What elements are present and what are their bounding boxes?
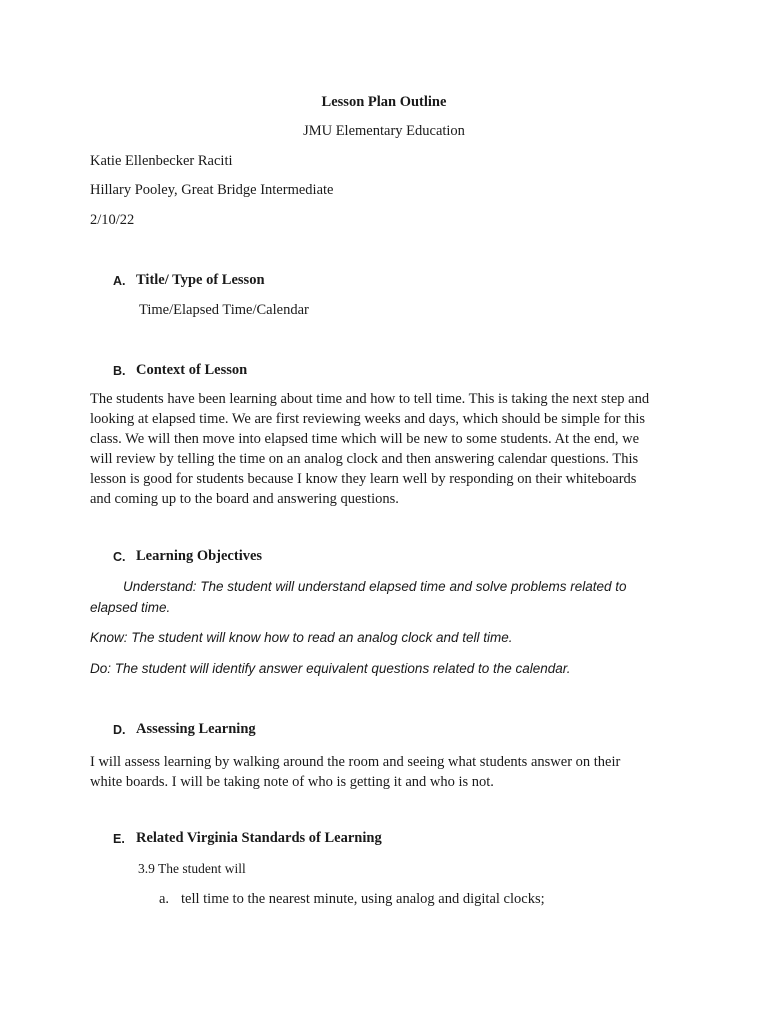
section-d-heading: Assessing Learning [136, 721, 256, 737]
mentor-school: Hillary Pooley, Great Bridge Intermediate [90, 182, 334, 198]
section-b-letter: B. [113, 364, 126, 378]
paragraph-line: I will assess learning by walking around the room and seeing what students answer on their [90, 754, 621, 770]
section-c-heading: Learning Objectives [136, 548, 263, 564]
paragraph-line: class. We will then move into elapsed time which will be new to some students. At the end, we [90, 431, 640, 447]
document-title: Lesson Plan Outline [321, 94, 447, 110]
paragraph-line: looking at elapsed time. We are first reviewing weeks and days, which should be simple for this [90, 411, 646, 427]
paragraph-line: white boards. I will be taking note of who is getting it and who is not. [90, 774, 494, 790]
paragraph-line: The students have been learning about time and how to tell time. This is taking the next step and [90, 391, 650, 407]
section-e-heading: Related Virginia Standards of Learning [136, 830, 382, 846]
section-d-paragraph [90, 752, 680, 792]
section-d-letter: D. [113, 723, 126, 737]
objective-know: Know: The student will know how to read an analog clock and tell time. [90, 630, 513, 645]
section-c-letter: C. [113, 550, 126, 564]
author-name: Katie Ellenbecker Raciti [90, 153, 233, 169]
section-a-body: Time/Elapsed Time/Calendar [139, 302, 309, 318]
lesson-date: 2/10/22 [90, 212, 135, 228]
section-e-letter: E. [113, 832, 125, 846]
section-a-heading: Title/ Type of Lesson [136, 272, 265, 288]
standard-item-letter: a. [159, 891, 170, 907]
section-b-heading: Context of Lesson [136, 362, 248, 378]
paragraph-line: will review by telling the time on an analog clock and then answering calendar questions. This [90, 451, 639, 467]
standard-number: 3.9 The student will [138, 861, 246, 876]
section-a-letter: A. [113, 274, 126, 288]
paragraph-line: and coming up to the board and answering questions. [90, 491, 399, 507]
program-name: JMU Elementary Education [303, 123, 465, 139]
section-b-paragraph [90, 389, 680, 509]
objective-understand: Understand: The student will understand elapsed time and solve problems related to [123, 579, 627, 594]
objective-do: Do: The student will identify answer equivalent questions related to the calendar. [90, 661, 571, 676]
objective-understand-continued: elapsed time. [90, 600, 171, 615]
standard-item-text: tell time to the nearest minute, using analog and digital clocks; [181, 891, 545, 907]
paragraph-line: lesson is good for students because I know they learn well by responding on their whiteboards [90, 471, 637, 487]
